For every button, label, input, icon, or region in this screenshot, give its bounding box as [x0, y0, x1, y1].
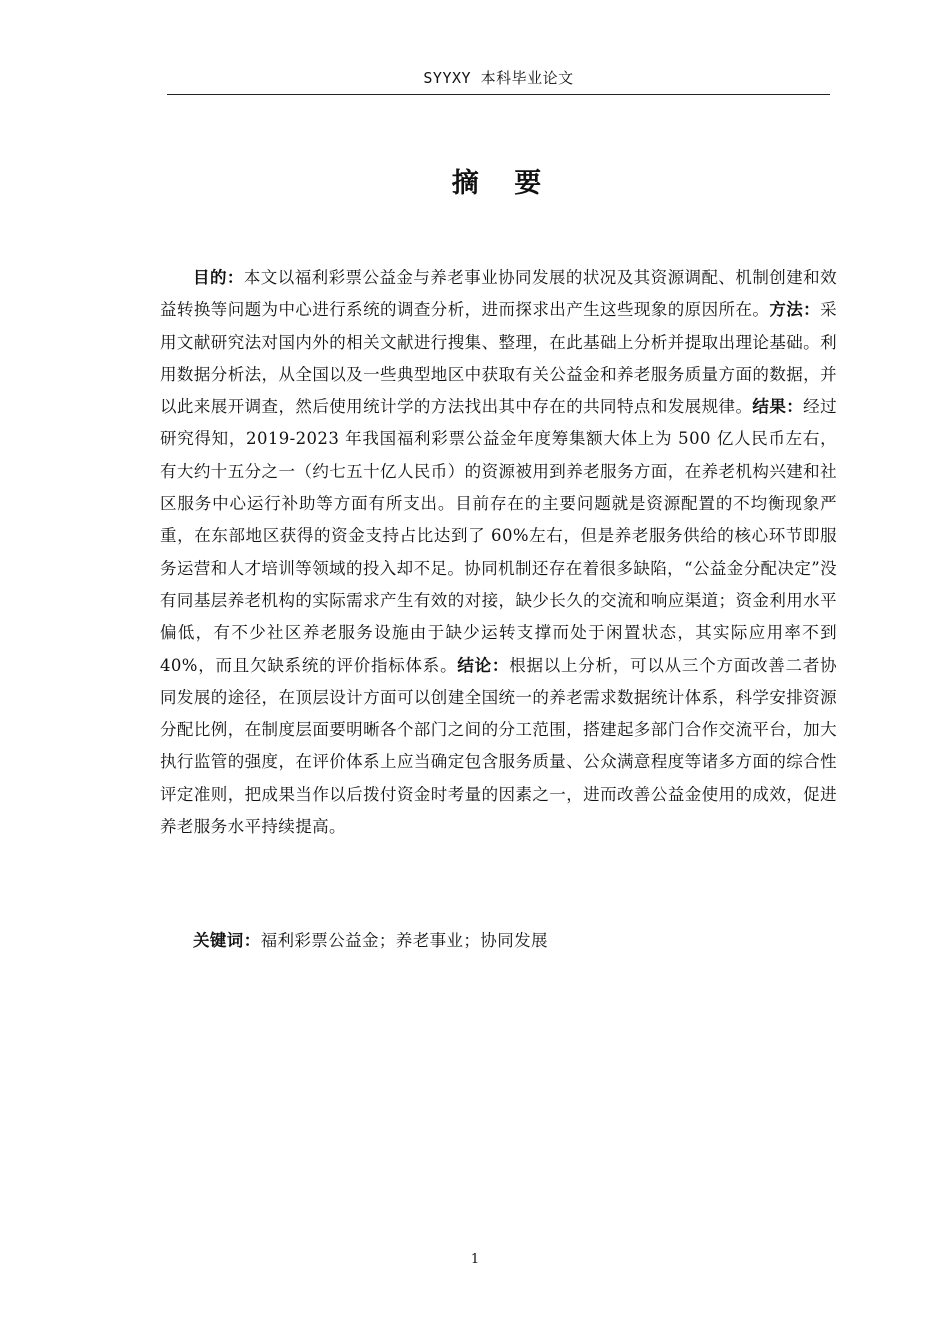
keywords-text: 福利彩票公益金；养老事业；协同发展 [260, 931, 548, 950]
page-header: SYYXY 本科毕业论文 [423, 69, 574, 87]
header-rule [167, 94, 830, 95]
page-number: 1 [470, 1252, 480, 1267]
method-text: 采用文献研究法对国内外的相关文献进行搜集、整理，在此基础上分析并提取出理论基础。利用数据分析法，从全国以及一些典型地区中获取有关公益金和养老服务质量方面的数据，并以此来展开调查，然后使用统计学的方法找出其中存在的共同特点和发展规律。 [160, 300, 837, 417]
keywords-label: 关键词： [193, 931, 261, 950]
conclusion-label: 结论： [457, 655, 510, 675]
result-text: 经过研究得知，2019-2023 年我国福利彩票公益金年度筹集额大体上为 500 亿人民币左右，有大约十五分之一（约七五十亿人民币）的资源被用到养老服务方面，在养老机构兴建和社区服务中心运行补助等方面有所支出。目前存在的主要问题就是资源配置的不均衡现象严重，在东部地区获得的资金支持占比达到了 60%左右，但是养老服务供给的核心环节即服务运营和人才培训等领域的投入却不足。协同机制还存在着很多缺陷，“公益金分配决定”没有同基层养老机构的实际需求产生有效的对接，缺少长久的交流和响应渠道；资金利用水平偏低，有不少社区养老服务设施由于缺少运转支撑而处于闲置状态，其实际应用率不到 40%，而且欠缺系统的评价指标体系。 [160, 397, 837, 675]
purpose-text: 本文以福利彩票公益金与养老事业协同发展的状况及其资源调配、机制创建和效益转换等问题为中心进行系统的调查分析，进而探求出产生这些现象的原因所在。 [160, 268, 838, 320]
page-title: 摘 要 [451, 168, 546, 199]
purpose-label: 目的： [193, 268, 244, 287]
conclusion-text: 根据以上分析，可以从三个方面改善二者协同发展的途径，在顶层设计方面可以创建全国统一的养老需求数据统计体系，科学安排资源分配比例，在制度层面要明晰各个部门之间的分工范围，搭建起多部门合作交流平台，加大执行监管的强度，在评价体系上应当确定包含服务质量、公众满意程度等诸多方面的综合性评定准则，把成果当作以后拨付资金时考量的因素之一，进而改善公益金使用的成效，促进养老服务水平持续提高。 [160, 655, 838, 837]
method-label: 方法： [769, 300, 821, 320]
abstract-body [160, 262, 837, 843]
keywords-line [160, 925, 837, 957]
result-label: 结果： [752, 397, 804, 417]
